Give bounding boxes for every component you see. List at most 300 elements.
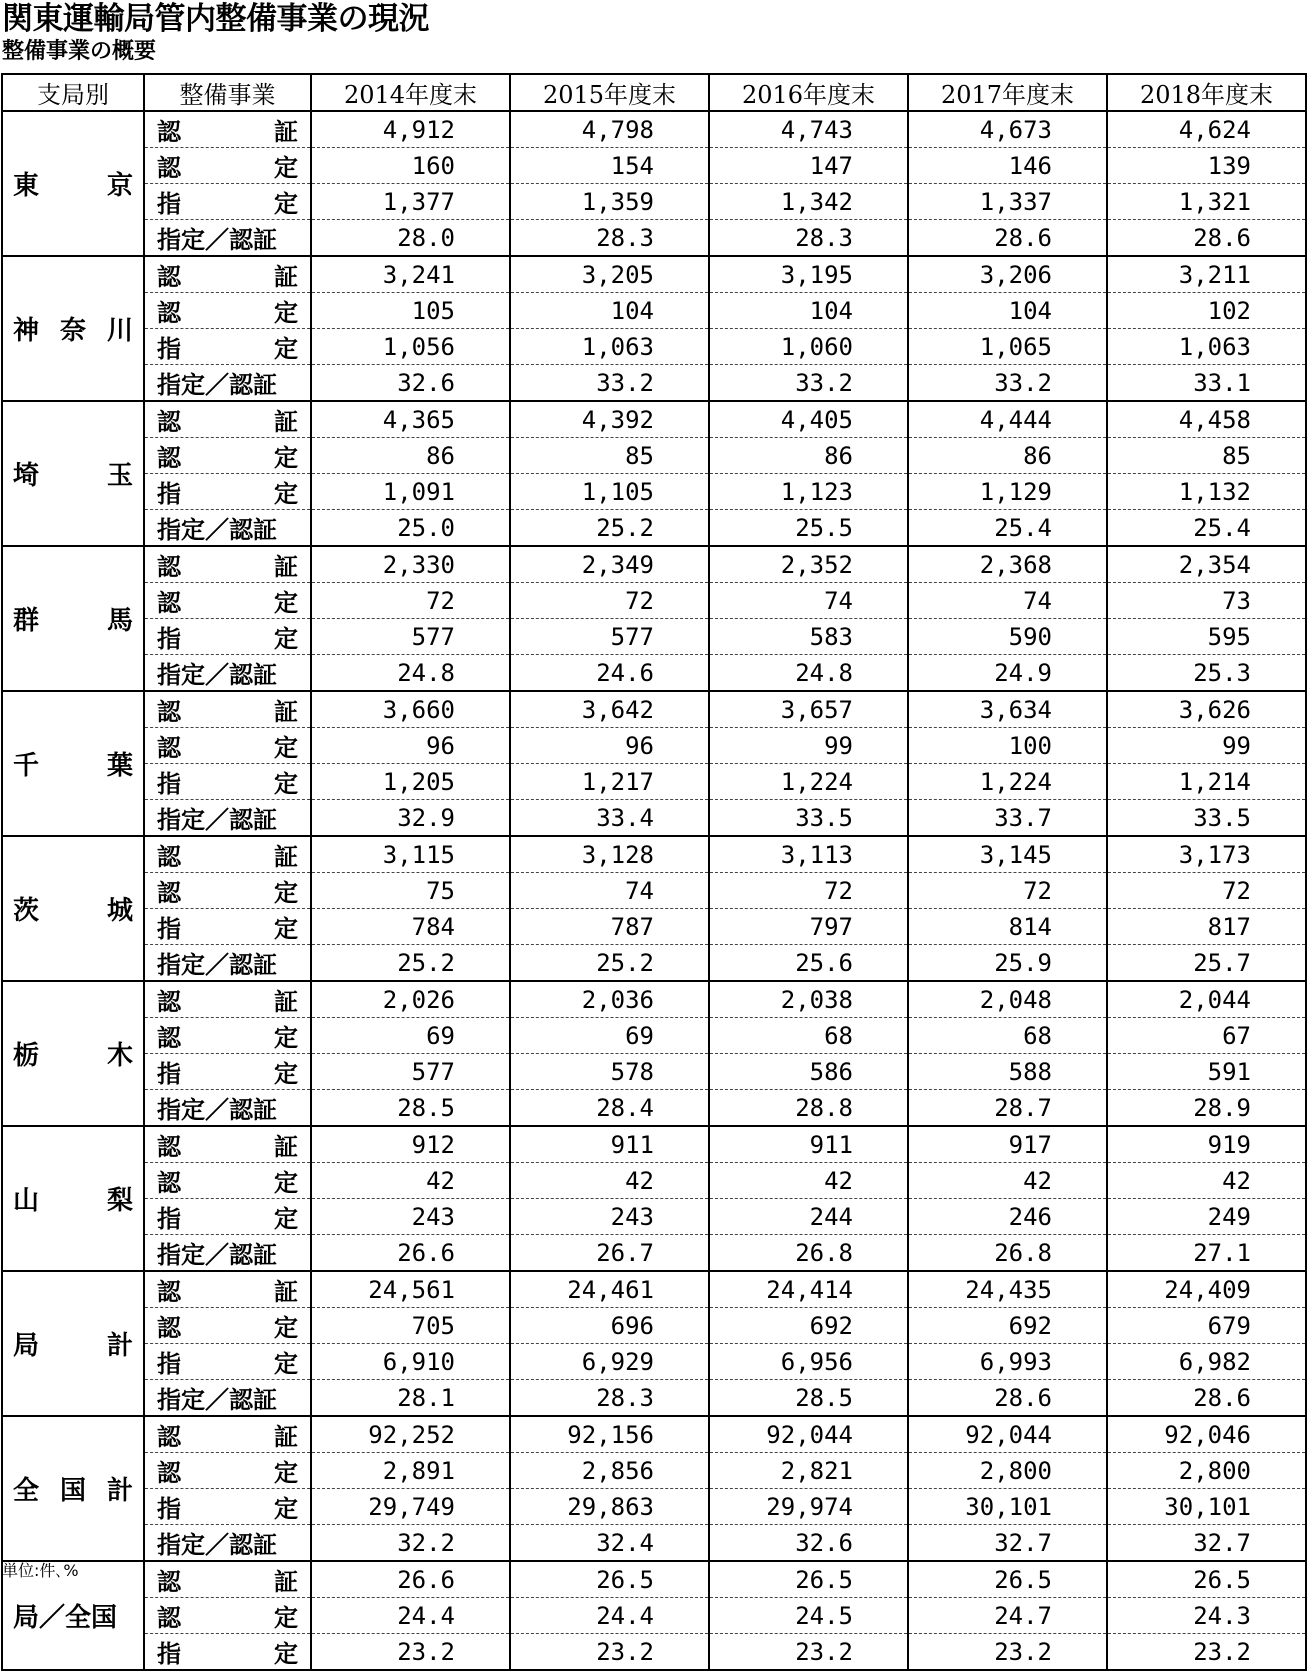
value-cell: 814 [908,909,1107,945]
label-char: 証 [274,1568,298,1596]
branch-name [13,890,133,927]
value-cell: 25.2 [510,510,709,547]
value-cell: 3,626 [1107,691,1306,728]
business-type [157,1489,298,1524]
value-cell: 42 [908,1163,1107,1199]
business-type-cell [144,1308,311,1344]
value-cell: 4,912 [311,111,510,148]
label-char: 国 [59,1476,86,1506]
value-cell: 23.2 [709,1634,908,1671]
label-char: 認 [157,263,181,291]
value-cell: 577 [510,619,709,655]
value-cell: 26.5 [709,1561,908,1598]
business-type [157,474,298,509]
value-cell: 147 [709,148,908,184]
business-type [157,1525,298,1560]
table-row [2,1126,1306,1163]
value-cell: 249 [1107,1199,1306,1235]
label-char: 認 [157,1169,181,1197]
value-cell: 105 [311,293,510,329]
value-cell: 33.2 [908,365,1107,402]
value-cell: 26.5 [1107,1561,1306,1598]
value-cell: 6,956 [709,1344,908,1380]
table-row [2,1380,1306,1417]
label-char: 定 [274,589,298,617]
business-type [157,1090,298,1125]
label-char: 奈 [59,316,86,346]
label-char: 指 [157,190,181,218]
table-row [2,293,1306,329]
value-cell: 797 [709,909,908,945]
value-cell: 25.0 [311,510,510,547]
value-cell: 25.6 [709,945,908,982]
branch-name [13,1325,133,1362]
table-row [2,365,1306,402]
branch-name [13,745,133,782]
value-cell: 24.8 [709,655,908,692]
label-char: 定 [274,154,298,182]
value-cell: 28.3 [709,220,908,257]
value-cell: 27.1 [1107,1235,1306,1272]
value-cell: 86 [908,438,1107,474]
value-cell: 919 [1107,1126,1306,1163]
value-cell: 25.9 [908,945,1107,982]
business-type-cell [144,1380,311,1417]
value-cell: 23.2 [908,1634,1107,1671]
value-cell: 33.4 [510,800,709,837]
value-cell: 787 [510,909,709,945]
value-cell: 24.8 [311,655,510,692]
value-cell: 1,105 [510,474,709,510]
business-type-cell [144,1453,311,1489]
value-cell: 24.7 [908,1598,1107,1634]
table-row [2,1453,1306,1489]
label-char: 千 [13,751,40,781]
label-char: 定 [274,1640,298,1668]
label-char: 証 [274,698,298,726]
value-cell: 4,673 [908,111,1107,148]
value-cell: 784 [311,909,510,945]
business-type [157,764,298,799]
value-cell: 32.7 [908,1525,1107,1562]
business-type-cell [144,474,311,510]
label-char: 認 [157,589,181,617]
value-cell: 74 [510,873,709,909]
value-cell: 32.7 [1107,1525,1306,1562]
business-type-cell [144,1561,311,1598]
label-char: 木 [106,1041,133,1071]
table-row [2,1598,1306,1634]
value-cell: 68 [908,1018,1107,1054]
business-type [157,655,298,690]
value-cell: 3,145 [908,836,1107,873]
value-cell: 1,224 [709,764,908,800]
table-row [2,1090,1306,1127]
label-char: 定 [274,1314,298,1342]
value-cell: 26.6 [311,1561,510,1598]
label-char: 定 [274,1495,298,1523]
label-char: 証 [274,1133,298,1161]
value-cell: 6,982 [1107,1344,1306,1380]
value-cell: 2,038 [709,981,908,1018]
value-cell: 28.5 [311,1090,510,1127]
value-cell: 591 [1107,1054,1306,1090]
label-char: 指 [157,770,181,798]
business-type-cell [144,728,311,764]
value-cell: 1,359 [510,184,709,220]
label-char: 指 [157,1350,181,1378]
value-cell: 28.1 [311,1380,510,1417]
value-cell: 3,657 [709,691,908,728]
business-type-cell [144,1525,311,1562]
branch-name [13,1470,133,1507]
page-title: 関東運輸局管内整備事業の現況 [2,1,429,37]
table-row [2,836,1306,873]
value-cell: 69 [510,1018,709,1054]
business-type-cell [144,655,311,692]
label-char: 指 [157,1060,181,1088]
business-type-cell [144,1489,311,1525]
value-cell: 33.5 [1107,800,1306,837]
value-cell: 24.6 [510,655,709,692]
value-cell: 29,974 [709,1489,908,1525]
label-char: 証 [274,1423,298,1451]
label-char: 指 [157,335,181,363]
header-year-2016: 2016年度末 [709,74,908,111]
label-char: 局 [13,1331,40,1361]
value-cell: 69 [311,1018,510,1054]
branch-cell [2,981,144,1126]
value-cell: 72 [1107,873,1306,909]
branch-name [13,1035,133,1072]
table-row [2,1416,1306,1453]
value-cell: 28.0 [311,220,510,257]
label-char: 神 [13,316,40,346]
value-cell: 2,800 [908,1453,1107,1489]
value-cell: 817 [1107,909,1306,945]
value-cell: 24,561 [311,1271,510,1308]
table-row [2,1271,1306,1308]
value-cell: 30,101 [908,1489,1107,1525]
business-type [157,148,298,183]
label-char: 埼 [13,461,40,491]
business-type [157,184,298,219]
table-row [2,401,1306,438]
business-type-cell [144,583,311,619]
branch-cell [2,691,144,836]
label-char: 川 [106,316,133,346]
branch-cell [2,1416,144,1561]
label-char: 認 [157,988,181,1016]
label-char: 認 [157,1604,181,1632]
value-cell: 24,461 [510,1271,709,1308]
label-char: 定 [274,1024,298,1052]
table-row [2,474,1306,510]
value-cell: 917 [908,1126,1107,1163]
business-type [157,1235,298,1270]
branch-name [13,165,133,202]
business-type [157,1417,298,1452]
value-cell: 1,342 [709,184,908,220]
value-cell: 1,377 [311,184,510,220]
branch-name [13,1597,133,1634]
business-type-cell [144,546,311,583]
label-char: 認 [157,843,181,871]
value-cell: 26.8 [709,1235,908,1272]
value-cell: 4,743 [709,111,908,148]
value-cell: 72 [908,873,1107,909]
business-type-cell [144,764,311,800]
header-year-2014: 2014年度末 [311,74,510,111]
label-char: 証 [274,408,298,436]
value-cell: 4,365 [311,401,510,438]
value-cell: 68 [709,1018,908,1054]
value-cell: 595 [1107,619,1306,655]
business-type-cell [144,1163,311,1199]
value-cell: 911 [709,1126,908,1163]
label-char: 定 [274,1604,298,1632]
table-row [2,184,1306,220]
value-cell: 1,123 [709,474,908,510]
label-text: 指定／認証 [157,1096,277,1124]
value-cell: 2,354 [1107,546,1306,583]
value-cell: 692 [709,1308,908,1344]
business-type [157,1272,298,1307]
value-cell: 28.4 [510,1090,709,1127]
branch-name [13,455,133,492]
value-cell: 24.4 [510,1598,709,1634]
business-type-cell [144,873,311,909]
value-cell: 23.2 [510,1634,709,1671]
label-char: 定 [274,1205,298,1233]
label-char: 群 [13,606,40,636]
value-cell: 24.5 [709,1598,908,1634]
branch-cell [2,836,144,981]
business-type-cell [144,293,311,329]
header-business: 整備事業 [144,74,311,111]
value-cell: 104 [908,293,1107,329]
business-type-cell [144,184,311,220]
label-char: 定 [274,299,298,327]
value-cell: 1,321 [1107,184,1306,220]
table-row [2,764,1306,800]
table-row [2,1235,1306,1272]
label-char: 認 [157,553,181,581]
label-char: 定 [274,625,298,653]
table-row [2,1018,1306,1054]
value-cell: 25.3 [1107,655,1306,692]
value-cell: 28.3 [510,1380,709,1417]
value-cell: 244 [709,1199,908,1235]
value-cell: 3,634 [908,691,1107,728]
business-type [157,1163,298,1198]
value-cell: 3,211 [1107,256,1306,293]
branch-name [13,600,133,637]
label-char: 認 [157,408,181,436]
header-year-2015: 2015年度末 [510,74,709,111]
value-cell: 590 [908,619,1107,655]
business-type-cell [144,401,311,438]
maintenance-table [1,73,1307,1671]
value-cell: 2,821 [709,1453,908,1489]
value-cell: 139 [1107,148,1306,184]
business-type-cell [144,1126,311,1163]
value-cell: 3,173 [1107,836,1306,873]
table-row [2,111,1306,148]
business-type [157,800,298,835]
value-cell: 25.2 [311,945,510,982]
label-char: 証 [274,118,298,146]
value-cell: 2,026 [311,981,510,1018]
table-row [2,510,1306,547]
value-cell: 2,891 [311,1453,510,1489]
business-type-cell [144,1018,311,1054]
value-cell: 26.5 [510,1561,709,1598]
table-row [2,546,1306,583]
value-cell: 28.6 [908,220,1107,257]
value-cell: 104 [709,293,908,329]
business-type-cell [144,220,311,257]
value-cell: 583 [709,619,908,655]
value-cell: 586 [709,1054,908,1090]
value-cell: 28.6 [908,1380,1107,1417]
label-char: 城 [106,896,133,926]
value-cell: 912 [311,1126,510,1163]
label-char: 指 [157,1640,181,1668]
business-type [157,257,298,292]
value-cell: 33.2 [510,365,709,402]
value-cell: 23.2 [1107,1634,1306,1671]
value-cell: 577 [311,619,510,655]
label-char: 指 [157,1495,181,1523]
value-cell: 92,156 [510,1416,709,1453]
label-char: 認 [157,1459,181,1487]
label-char: 茨 [13,896,40,926]
value-cell: 28.8 [709,1090,908,1127]
value-cell: 33.2 [709,365,908,402]
value-cell: 2,856 [510,1453,709,1489]
business-type [157,1344,298,1379]
business-type [157,438,298,473]
table-row [2,1308,1306,1344]
business-type-cell [144,1054,311,1090]
label-char: 指 [157,625,181,653]
table-row [2,583,1306,619]
label-char: 指 [157,1205,181,1233]
value-cell: 692 [908,1308,1107,1344]
table-row [2,220,1306,257]
business-type [157,1054,298,1089]
label-char: 証 [274,553,298,581]
business-type [157,365,298,400]
value-cell: 160 [311,148,510,184]
value-cell: 3,660 [311,691,510,728]
business-type-cell [144,836,311,873]
label-char: 証 [274,843,298,871]
business-type [157,547,298,582]
value-cell: 6,910 [311,1344,510,1380]
label-char: 認 [157,154,181,182]
business-type-cell [144,329,311,365]
table-row [2,691,1306,728]
value-cell: 23.2 [311,1634,510,1671]
table-row [2,329,1306,365]
value-cell: 99 [1107,728,1306,764]
label-char: 馬 [106,606,133,636]
value-cell: 42 [709,1163,908,1199]
value-cell: 705 [311,1308,510,1344]
business-type-cell [144,256,311,293]
value-cell: 588 [908,1054,1107,1090]
business-type [157,510,298,545]
label-char: 定 [274,1060,298,1088]
value-cell: 28.3 [510,220,709,257]
label-char: 指 [157,915,181,943]
label-text: 局／全国 [13,1603,118,1633]
value-cell: 1,063 [510,329,709,365]
value-cell: 92,252 [311,1416,510,1453]
value-cell: 4,798 [510,111,709,148]
value-cell: 26.8 [908,1235,1107,1272]
table-row [2,981,1306,1018]
business-type-cell [144,510,311,547]
value-cell: 74 [709,583,908,619]
value-cell: 26.5 [908,1561,1107,1598]
business-type [157,909,298,944]
label-text: 指定／認証 [157,226,277,254]
value-cell: 4,458 [1107,401,1306,438]
business-type-cell [144,1598,311,1634]
branch-name [13,1180,133,1217]
value-cell: 28.6 [1107,220,1306,257]
business-type-cell [144,1271,311,1308]
value-cell: 6,993 [908,1344,1107,1380]
value-cell: 154 [510,148,709,184]
value-cell: 74 [908,583,1107,619]
table-row [2,909,1306,945]
label-text: 指定／認証 [157,1386,277,1414]
label-text: 指定／認証 [157,951,277,979]
table-row [2,1199,1306,1235]
value-cell: 1,205 [311,764,510,800]
business-type-cell [144,1199,311,1235]
header-year-2018: 2018年度末 [1107,74,1306,111]
label-char: 定 [274,1459,298,1487]
value-cell: 26.7 [510,1235,709,1272]
page-subtitle: 整備事業の概要 [2,39,157,64]
label-text: 指定／認証 [157,806,277,834]
value-cell: 24.9 [908,655,1107,692]
business-type [157,583,298,618]
label-char: 証 [274,1278,298,1306]
value-cell: 3,128 [510,836,709,873]
business-type [157,1453,298,1488]
header-year-2017: 2017年度末 [908,74,1107,111]
value-cell: 30,101 [1107,1489,1306,1525]
label-char: 定 [274,734,298,762]
branch-cell [2,546,144,691]
branch-name [13,310,133,347]
label-char: 証 [274,263,298,291]
value-cell: 3,642 [510,691,709,728]
value-cell: 3,205 [510,256,709,293]
value-cell: 1,129 [908,474,1107,510]
label-char: 認 [157,1024,181,1052]
value-cell: 72 [311,583,510,619]
value-cell: 32.6 [709,1525,908,1562]
label-char: 認 [157,1133,181,1161]
business-type-cell [144,1416,311,1453]
